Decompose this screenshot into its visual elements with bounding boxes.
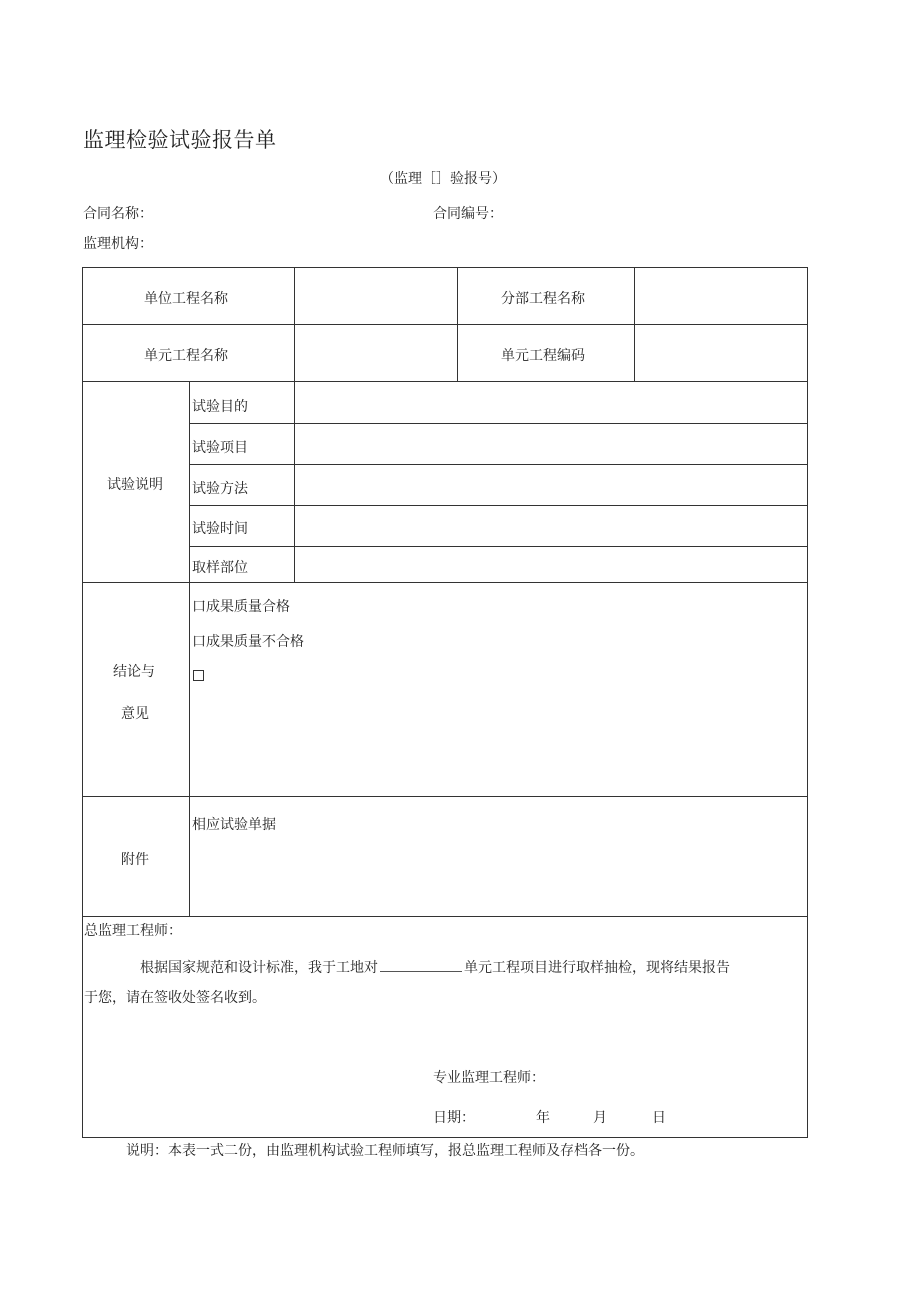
engineer-signature-label: 专业监理工程师：	[433, 1070, 545, 1086]
row-divider	[189, 423, 808, 424]
test-time-label: 试验时间	[192, 521, 248, 537]
date-month: 月	[593, 1110, 607, 1126]
page-title: 监理检验试验报告单	[83, 128, 277, 152]
element-project-label: 单元工程名称	[144, 348, 228, 364]
date-year: 年	[536, 1110, 550, 1126]
test-purpose-label: 试验目的	[192, 399, 248, 415]
agency-label: 监理机构：	[83, 236, 153, 252]
other-option-checkbox[interactable]	[193, 670, 204, 681]
test-method-label: 试验方法	[192, 481, 248, 497]
col-divider	[294, 267, 295, 381]
attachment-label: 附件	[121, 852, 149, 868]
report-body-line2: 于您，请在签收处签名收到。	[84, 990, 266, 1006]
attachment-text: 相应试验单据	[192, 817, 276, 833]
contract-name-label: 合同名称：	[83, 206, 153, 222]
row-divider	[189, 505, 808, 506]
opinion-label: 意见	[121, 706, 149, 722]
document-number: （监理［］验报号）	[380, 171, 506, 187]
conclusion-label: 结论与	[113, 664, 155, 680]
test-description-label: 试验说明	[107, 477, 163, 493]
col-divider	[189, 381, 190, 916]
date-day: 日	[652, 1110, 666, 1126]
row-divider	[82, 916, 808, 917]
row-divider	[82, 582, 808, 583]
col-divider	[457, 267, 458, 381]
row-divider	[189, 546, 808, 547]
col-divider	[634, 267, 635, 381]
report-body-line1: 根据国家规范和设计标准，我于工地对 单元工程项目进行取样抽检，现将结果报告	[140, 960, 730, 976]
contract-number-label: 合同编号：	[433, 206, 503, 222]
row-divider	[82, 796, 808, 797]
row-divider	[82, 324, 808, 325]
row-divider	[82, 381, 808, 382]
row-divider	[189, 464, 808, 465]
option-quality-pass[interactable]: 口成果质量合格	[192, 599, 290, 615]
date-label: 日期：	[433, 1110, 475, 1126]
chief-engineer-label: 总监理工程师：	[84, 923, 182, 939]
element-code-label: 单元工程编码	[501, 348, 585, 364]
unit-project-label: 单位工程名称	[144, 291, 228, 307]
sampling-location-label: 取样部位	[192, 560, 248, 576]
option-quality-fail[interactable]: 口成果质量不合格	[192, 634, 304, 650]
project-blank[interactable]	[380, 959, 462, 972]
test-item-label: 试验项目	[192, 440, 248, 456]
col-divider	[294, 381, 295, 582]
form-table	[82, 267, 808, 1138]
sub-project-label: 分部工程名称	[501, 291, 585, 307]
footnote: 说明：本表一式二份，由监理机构试验工程师填写，报总监理工程师及存档各一份。	[126, 1143, 644, 1159]
